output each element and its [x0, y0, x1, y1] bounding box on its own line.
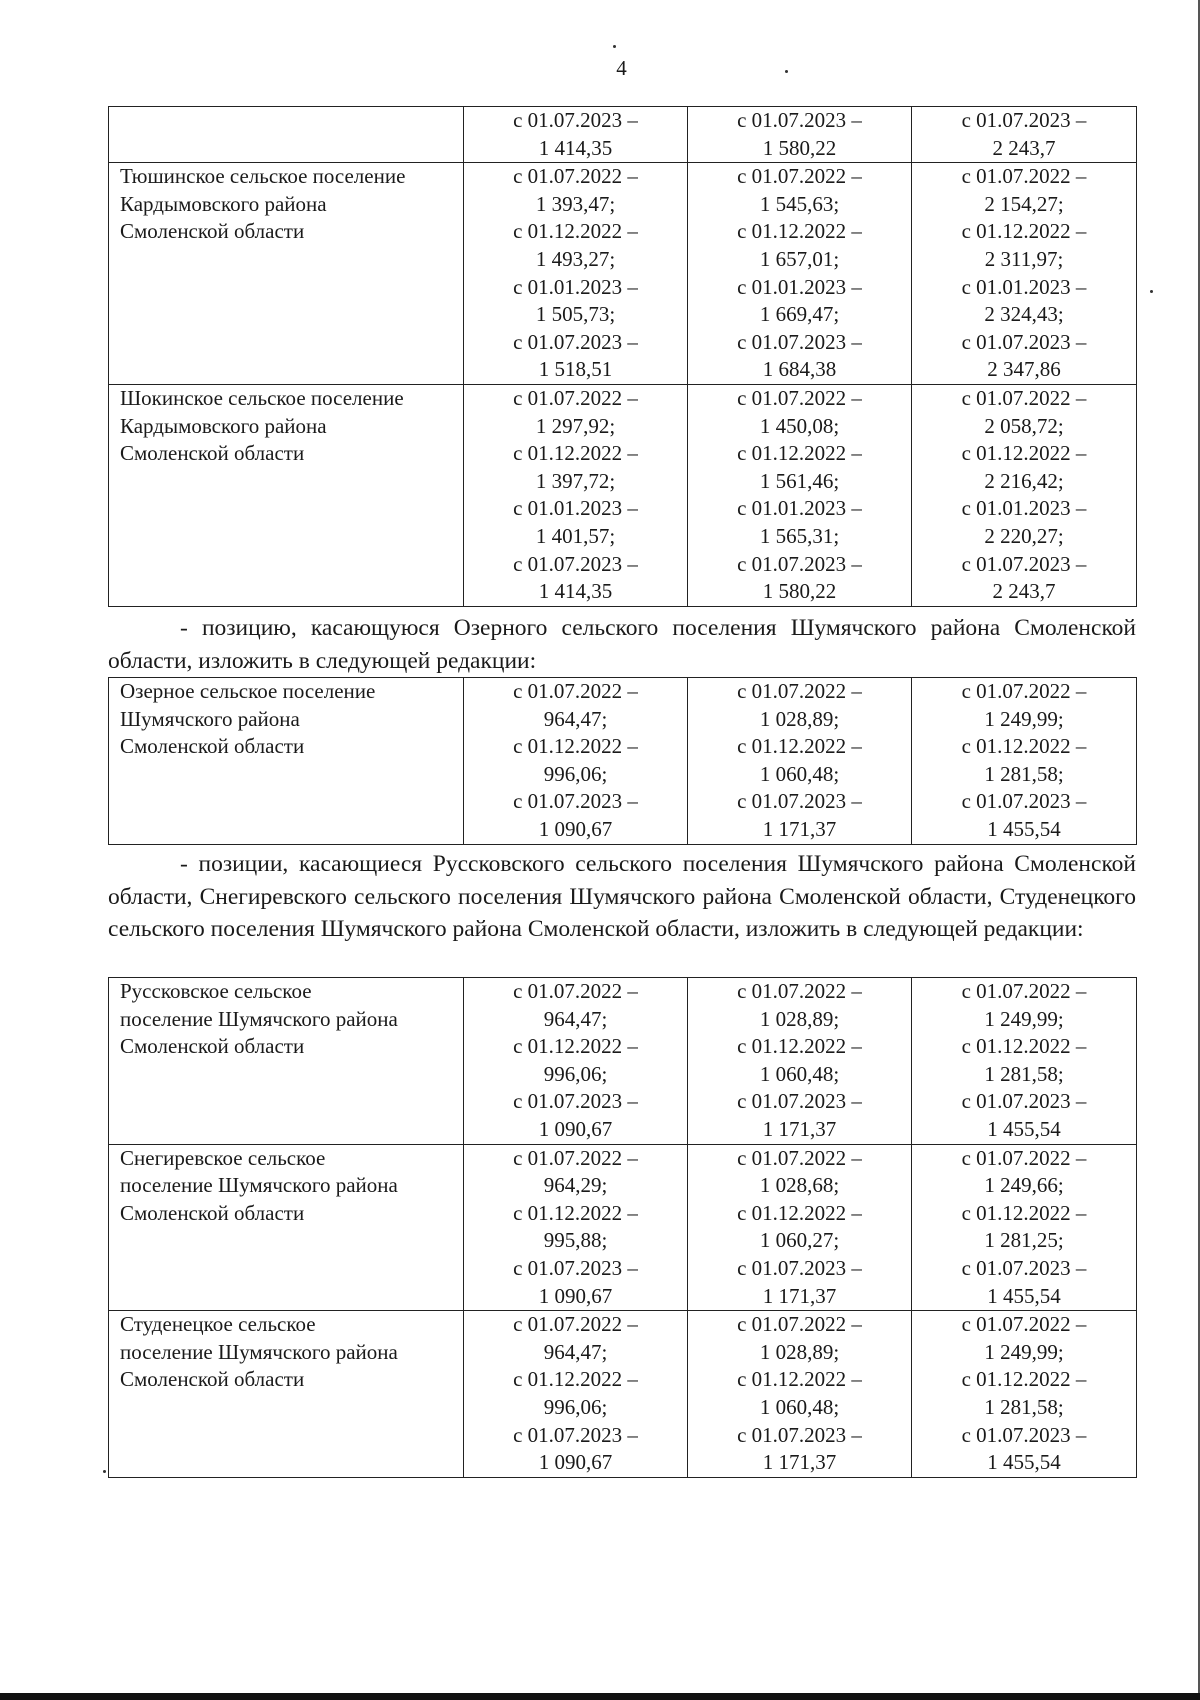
settlement-name-line: Смоленской области: [120, 1200, 305, 1225]
tariff-line: с 01.07.2023 –: [513, 551, 638, 576]
tariff-line: 1 281,58;: [984, 761, 1064, 786]
tariff-line: 1 561,46;: [759, 468, 840, 493]
tariff-line: с 01.07.2023 –: [737, 1255, 862, 1280]
settlement-name-cell: [109, 1311, 464, 1478]
tariff-line: 1 281,58;: [984, 1394, 1064, 1419]
tariff-line: с 01.01.2023 –: [961, 274, 1087, 299]
tariff-line: 2 243,7: [992, 579, 1056, 604]
page-number: 4: [616, 56, 627, 80]
tariff-line: 1 281,25;: [984, 1228, 1064, 1253]
tariff-line: 1 028,89;: [759, 1006, 840, 1031]
tariff-line: 1 397,72;: [535, 468, 616, 493]
tariff-line: с 01.07.2023 –: [513, 1089, 638, 1114]
settlement-name-line: Смоленской области: [120, 219, 305, 244]
settlement-name-cell: [109, 978, 464, 1145]
tariff-line: 1 028,89;: [759, 1339, 840, 1364]
tariff-line: 1 249,99;: [984, 1006, 1064, 1031]
tariff-line: 1 580,22: [762, 579, 837, 604]
tariff-line: 1 505,73;: [535, 302, 616, 327]
tariff-line: 1 580,22: [762, 135, 837, 160]
tariff-line: 1 171,37: [762, 1450, 837, 1475]
tariff-line: 995,88;: [543, 1228, 608, 1253]
tariff-value-cell: [912, 107, 1137, 163]
tariff-line: 2 347,86: [987, 357, 1061, 382]
tariff-line: 964,47;: [543, 1339, 608, 1364]
tariff-line: с 01.07.2022 –: [961, 679, 1087, 703]
tariff-line: 1 455,54: [987, 816, 1061, 841]
tariff-line: с 01.07.2023 –: [737, 551, 862, 576]
tariff-value-cell: [688, 384, 912, 606]
tariff-value-cell: [688, 163, 912, 385]
settlement-name-line: Шокинское сельское поселение: [120, 385, 404, 410]
scan-page-bottom-edge: [0, 1693, 1200, 1700]
tariff-line: 1 657,01;: [759, 246, 840, 271]
tariff-value-cell: [464, 163, 688, 385]
tariff-line: 1 090,67: [538, 1450, 613, 1475]
tariff-line: с 01.12.2022 –: [961, 219, 1087, 244]
tariff-line: с 01.07.2023 –: [961, 1089, 1087, 1114]
tariff-line: с 01.07.2022 –: [513, 1312, 638, 1337]
tariff-line: с 01.12.2022 –: [513, 219, 638, 244]
tariff-line: 1 028,89;: [759, 706, 840, 731]
tariff-line: с 01.12.2022 –: [961, 1200, 1087, 1225]
settlement-name-line: Кардымовского района: [120, 413, 327, 438]
table-row: [109, 978, 1137, 1145]
tariff-line: 2 311,97;: [984, 246, 1064, 271]
tariff-line: с 01.07.2023 –: [513, 1255, 638, 1280]
tariff-value-cell: [912, 1311, 1137, 1478]
tariff-line: с 01.12.2022 –: [513, 441, 638, 466]
tariff-line: с 01.07.2023 –: [513, 789, 638, 814]
tariff-line: 2 324,43;: [984, 302, 1064, 327]
tariff-line: с 01.12.2022 –: [513, 1034, 638, 1059]
tariff-value-cell: [688, 107, 912, 163]
tariff-value-cell: [464, 384, 688, 606]
tariff-line: с 01.01.2023 –: [737, 274, 862, 299]
tariff-line: с 01.07.2022 –: [513, 1145, 638, 1170]
settlement-name-line: Смоленской области: [120, 1367, 305, 1392]
tariff-value-cell: [688, 678, 912, 845]
tariff-line: 2 216,42;: [984, 468, 1064, 493]
tariff-table-3: [108, 977, 1137, 1478]
settlement-name-cell: [109, 163, 464, 385]
settlement-name-line: поселение Шумячского района: [120, 1173, 398, 1198]
tariff-line: с 01.07.2023 –: [737, 789, 862, 814]
tariff-line: 2 154,27;: [984, 191, 1064, 216]
tariff-line: 1 171,37: [762, 816, 837, 841]
scan-speck: [613, 45, 616, 48]
tariff-table-2: [108, 677, 1137, 845]
tariff-line: 1 669,47;: [759, 302, 840, 327]
settlement-name-line: Смоленской области: [120, 1034, 305, 1059]
scan-speck: [103, 1470, 106, 1473]
tariff-line: с 01.12.2022 –: [961, 734, 1087, 759]
tariff-value-cell: [688, 1144, 912, 1311]
tariff-line: 1 455,54: [987, 1450, 1061, 1475]
settlement-name-line: поселение Шумячского района: [120, 1006, 398, 1031]
table-row: [109, 107, 1137, 163]
tariff-line: с 01.07.2022 –: [737, 385, 862, 410]
tariff-line: с 01.12.2022 –: [737, 1200, 862, 1225]
tariff-table-1: [108, 106, 1137, 607]
tariff-line: с 01.01.2023 –: [961, 496, 1087, 521]
tariff-value-cell: [464, 1144, 688, 1311]
tariff-line: 964,47;: [543, 1006, 608, 1031]
tariff-line: 1 090,67: [538, 816, 613, 841]
table-row: [109, 678, 1137, 845]
tariff-value-cell: [464, 107, 688, 163]
table-row: [109, 1311, 1137, 1478]
tariff-value-cell: [688, 978, 912, 1145]
tariff-line: с 01.12.2022 –: [961, 1034, 1087, 1059]
tariff-line: с 01.07.2022 –: [961, 164, 1087, 189]
settlement-name-line: Шумячского района: [120, 706, 300, 731]
settlement-name-line: Тюшинское сельское поселение: [120, 164, 406, 189]
tariff-line: 1 171,37: [762, 1116, 837, 1141]
tariff-line: 996,06;: [543, 1061, 608, 1086]
tariff-line: с 01.07.2023 –: [513, 329, 638, 354]
tariff-line: с 01.07.2022 –: [737, 679, 862, 703]
tariff-line: с 01.12.2022 –: [961, 441, 1087, 466]
tariff-line: 1 414,35: [538, 579, 613, 604]
tariff-line: с 01.07.2022 –: [513, 164, 638, 189]
tariff-line: с 01.12.2022 –: [513, 1200, 638, 1225]
settlement-name-line: Руссковское сельское: [120, 979, 312, 1003]
tariff-line: с 01.07.2022 –: [737, 979, 862, 1003]
scan-speck: [1150, 290, 1153, 293]
tariff-line: 1 455,54: [987, 1116, 1061, 1141]
table-row: [109, 163, 1137, 385]
tariff-line: с 01.07.2023 –: [513, 108, 638, 132]
settlement-name-line: Озерное сельское поселение: [120, 679, 376, 703]
tariff-line: 1 297,92;: [535, 413, 616, 438]
tariff-line: с 01.07.2023 –: [961, 551, 1087, 576]
tariff-line: 964,29;: [543, 1173, 608, 1198]
tariff-value-cell: [688, 1311, 912, 1478]
tariff-line: с 01.12.2022 –: [737, 1034, 862, 1059]
tariff-line: с 01.07.2023 –: [961, 108, 1087, 132]
tariff-line: 1 028,68;: [759, 1173, 840, 1198]
tariff-value-cell: [912, 978, 1137, 1145]
tariff-line: с 01.07.2023 –: [961, 329, 1087, 354]
tariff-line: с 01.07.2023 –: [737, 108, 862, 132]
tariff-value-cell: [464, 678, 688, 845]
tariff-line: 2 243,7: [992, 135, 1056, 160]
tariff-line: 1 684,38: [762, 357, 837, 382]
settlement-name-cell: [109, 384, 464, 606]
tariff-line: с 01.07.2022 –: [513, 385, 638, 410]
tariff-line: с 01.07.2022 –: [961, 385, 1087, 410]
scan-speck: [785, 70, 788, 73]
tariff-line: 1 393,47;: [535, 191, 616, 216]
tariff-line: с 01.07.2023 –: [513, 1422, 638, 1447]
tariff-line: 1 545,63;: [759, 191, 840, 216]
tariff-line: 1 090,67: [538, 1283, 613, 1308]
settlement-name-line: Смоленской области: [120, 441, 305, 466]
tariff-line: 1 450,08;: [759, 413, 840, 438]
tariff-line: 1 060,48;: [759, 1061, 840, 1086]
tariff-line: 1 565,31;: [759, 523, 840, 548]
tariff-line: 1 518,51: [538, 357, 613, 382]
tariff-line: с 01.07.2022 –: [737, 1312, 862, 1337]
tariff-value-cell: [912, 678, 1137, 845]
tariff-line: 1 249,66;: [984, 1173, 1064, 1198]
tariff-line: с 01.01.2023 –: [737, 496, 862, 521]
tariff-line: 1 090,67: [538, 1116, 613, 1141]
tariff-line: 2 220,27;: [984, 523, 1064, 548]
tariff-line: 1 493,27;: [535, 246, 616, 271]
tariff-line: 996,06;: [543, 1394, 608, 1419]
tariff-line: с 01.07.2022 –: [513, 979, 638, 1003]
tariff-line: с 01.12.2022 –: [513, 734, 638, 759]
tariff-line: с 01.12.2022 –: [737, 734, 862, 759]
tariff-line: 1 249,99;: [984, 1339, 1064, 1364]
amendment-paragraph-ozernoe: - позицию, касающуюся Озерного сельского поселения Шумячского района Смоленской области, изложить в следующей редакции:: [108, 615, 1136, 674]
tariff-line: с 01.07.2022 –: [961, 1312, 1087, 1337]
tariff-line: 1 281,58;: [984, 1061, 1064, 1086]
tariff-line: с 01.07.2023 –: [737, 1089, 862, 1114]
tariff-value-cell: [912, 384, 1137, 606]
tariff-line: с 01.12.2022 –: [513, 1367, 638, 1392]
settlement-name-line: Кардымовского района: [120, 191, 327, 216]
tariff-line: с 01.12.2022 –: [737, 219, 862, 244]
tariff-line: с 01.07.2023 –: [961, 1255, 1087, 1280]
tariff-line: с 01.01.2023 –: [513, 496, 638, 521]
tariff-line: 1 414,35: [538, 135, 613, 160]
settlement-name-line: Студенецкое сельское: [120, 1312, 316, 1337]
settlement-name-cell: [109, 678, 464, 845]
tariff-line: 996,06;: [543, 761, 608, 786]
tariff-line: 964,47;: [543, 706, 608, 731]
settlement-name-line: Смоленской области: [120, 734, 305, 759]
tariff-line: 1 249,99;: [984, 706, 1064, 731]
amendment-paragraph-shumyachi: - позиции, касающиеся Русcковского сельского поселения Шумячского района Смоленской области, Снегиревского сельского поселения Шумячского района Смоленской области, Студенецкого сельского поселения Шумячского района Смоленской области, изложить в следующей редакции:: [108, 851, 1136, 942]
tariff-value-cell: [912, 163, 1137, 385]
tariff-line: с 01.07.2023 –: [737, 1422, 862, 1447]
tariff-line: с 01.12.2022 –: [737, 1367, 862, 1392]
tariff-value-cell: [464, 1311, 688, 1478]
tariff-line: с 01.07.2022 –: [961, 1145, 1087, 1170]
tariff-line: 1 060,48;: [759, 761, 840, 786]
tariff-line: с 01.12.2022 –: [961, 1367, 1087, 1392]
tariff-line: с 01.07.2023 –: [961, 789, 1087, 814]
settlement-name-line: поселение Шумячского района: [120, 1339, 398, 1364]
tariff-line: 1 455,54: [987, 1283, 1061, 1308]
tariff-value-cell: [464, 978, 688, 1145]
tariff-line: с 01.07.2023 –: [737, 329, 862, 354]
tariff-line: 1 060,48;: [759, 1394, 840, 1419]
tariff-value-cell: [912, 1144, 1137, 1311]
table-row: [109, 384, 1137, 606]
table-row: [109, 1144, 1137, 1311]
tariff-line: 1 171,37: [762, 1283, 837, 1308]
tariff-line: 2 058,72;: [984, 413, 1064, 438]
settlement-name-cell: [109, 107, 464, 163]
settlement-name-line: Снегиревское сельское: [120, 1145, 326, 1170]
tariff-line: с 01.12.2022 –: [737, 441, 862, 466]
tariff-line: с 01.07.2022 –: [737, 164, 862, 189]
tariff-line: 1 060,27;: [759, 1228, 840, 1253]
tariff-line: с 01.07.2022 –: [961, 979, 1087, 1003]
tariff-line: с 01.01.2023 –: [513, 274, 638, 299]
tariff-line: с 01.07.2023 –: [961, 1422, 1087, 1447]
tariff-line: 1 401,57;: [535, 523, 616, 548]
tariff-line: с 01.07.2022 –: [513, 679, 638, 703]
settlement-name-cell: [109, 1144, 464, 1311]
tariff-line: с 01.07.2022 –: [737, 1145, 862, 1170]
